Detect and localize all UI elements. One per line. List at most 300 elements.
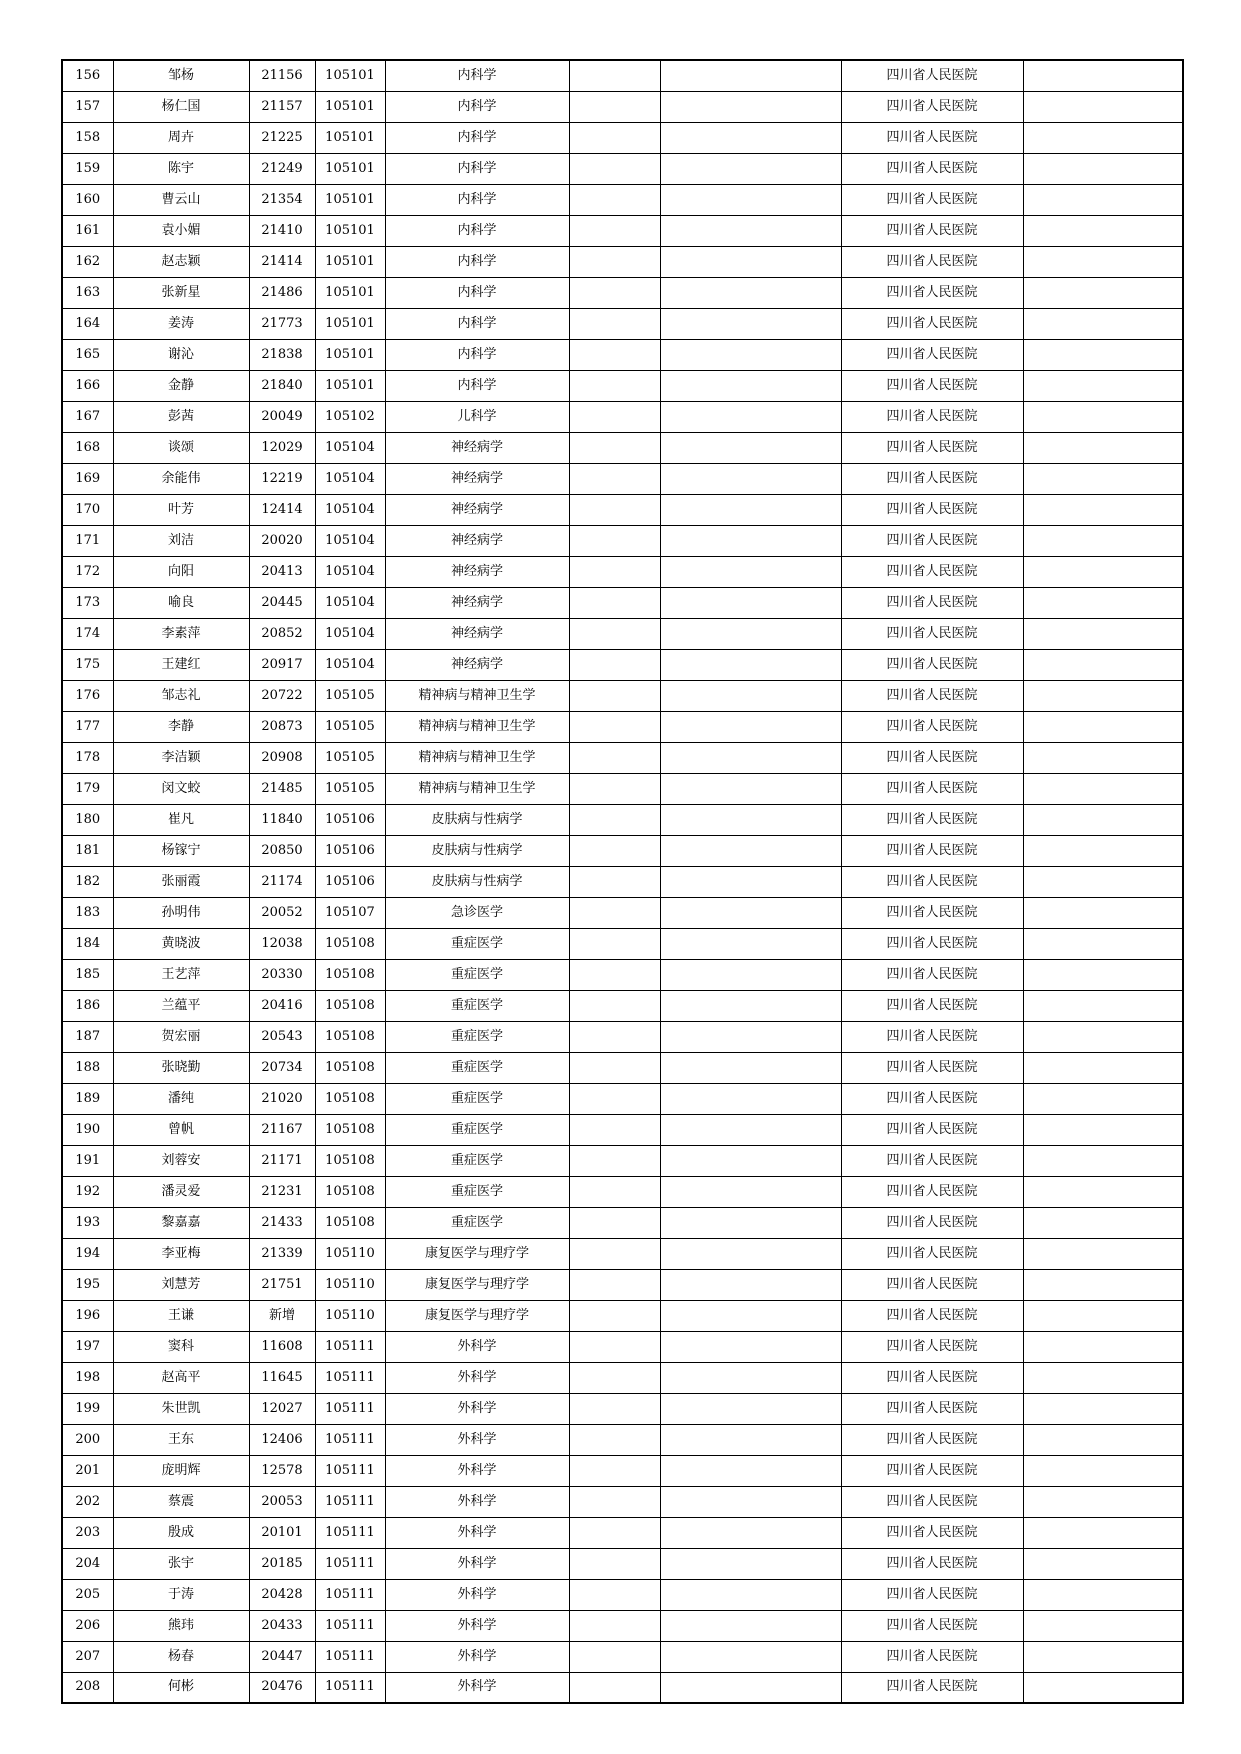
blank-cell-a bbox=[569, 60, 660, 91]
table-row bbox=[62, 525, 1183, 556]
id-cell: 20413 bbox=[249, 556, 315, 587]
name-cell: 窦科 bbox=[113, 1331, 249, 1362]
table-row bbox=[62, 1641, 1183, 1672]
blank-cell-a bbox=[569, 1331, 660, 1362]
unit-cell: 四川省人民医院 bbox=[841, 866, 1023, 897]
blank-cell-b bbox=[660, 1052, 841, 1083]
row-number-cell: 177 bbox=[62, 711, 113, 742]
blank-cell-c bbox=[1023, 1052, 1183, 1083]
blank-cell-a bbox=[569, 990, 660, 1021]
blank-cell-c bbox=[1023, 618, 1183, 649]
major-code-cell: 105105 bbox=[315, 680, 385, 711]
major-code-cell: 105106 bbox=[315, 866, 385, 897]
major-code-cell: 105104 bbox=[315, 432, 385, 463]
blank-cell-a bbox=[569, 1455, 660, 1486]
row-number-cell: 179 bbox=[62, 773, 113, 804]
blank-cell-c bbox=[1023, 1393, 1183, 1424]
blank-cell-b bbox=[660, 1610, 841, 1641]
name-cell: 王谦 bbox=[113, 1300, 249, 1331]
row-number-cell: 187 bbox=[62, 1021, 113, 1052]
name-cell: 赵志颖 bbox=[113, 246, 249, 277]
major-code-cell: 105101 bbox=[315, 184, 385, 215]
unit-cell: 四川省人民医院 bbox=[841, 1238, 1023, 1269]
major-name-cell: 重症医学 bbox=[385, 1176, 569, 1207]
blank-cell-a bbox=[569, 122, 660, 153]
blank-cell-a bbox=[569, 308, 660, 339]
name-cell: 赵高平 bbox=[113, 1362, 249, 1393]
major-name-cell: 急诊医学 bbox=[385, 897, 569, 928]
blank-cell-a bbox=[569, 556, 660, 587]
id-cell: 21174 bbox=[249, 866, 315, 897]
name-cell: 彭茜 bbox=[113, 401, 249, 432]
blank-cell-a bbox=[569, 742, 660, 773]
major-name-cell: 外科学 bbox=[385, 1548, 569, 1579]
name-cell: 王艺萍 bbox=[113, 959, 249, 990]
name-cell: 刘洁 bbox=[113, 525, 249, 556]
blank-cell-c bbox=[1023, 215, 1183, 246]
major-name-cell: 康复医学与理疗学 bbox=[385, 1238, 569, 1269]
blank-cell-b bbox=[660, 835, 841, 866]
table-row bbox=[62, 184, 1183, 215]
id-cell: 20049 bbox=[249, 401, 315, 432]
blank-cell-c bbox=[1023, 1145, 1183, 1176]
blank-cell-b bbox=[660, 432, 841, 463]
major-name-cell: 神经病学 bbox=[385, 556, 569, 587]
id-cell: 21231 bbox=[249, 1176, 315, 1207]
major-code-cell: 105101 bbox=[315, 308, 385, 339]
id-cell: 21167 bbox=[249, 1114, 315, 1145]
name-cell: 姜涛 bbox=[113, 308, 249, 339]
unit-cell: 四川省人民医院 bbox=[841, 1517, 1023, 1548]
blank-cell-c bbox=[1023, 122, 1183, 153]
major-code-cell: 105111 bbox=[315, 1672, 385, 1703]
name-cell: 金静 bbox=[113, 370, 249, 401]
id-cell: 21156 bbox=[249, 60, 315, 91]
row-number-cell: 171 bbox=[62, 525, 113, 556]
blank-cell-c bbox=[1023, 773, 1183, 804]
name-cell: 潘灵爱 bbox=[113, 1176, 249, 1207]
row-number-cell: 182 bbox=[62, 866, 113, 897]
id-cell: 12406 bbox=[249, 1424, 315, 1455]
table-row bbox=[62, 277, 1183, 308]
blank-cell-c bbox=[1023, 91, 1183, 122]
blank-cell-a bbox=[569, 1641, 660, 1672]
major-code-cell: 105101 bbox=[315, 153, 385, 184]
id-cell: 11645 bbox=[249, 1362, 315, 1393]
blank-cell-a bbox=[569, 401, 660, 432]
blank-cell-a bbox=[569, 835, 660, 866]
id-cell: 21225 bbox=[249, 122, 315, 153]
blank-cell-c bbox=[1023, 1486, 1183, 1517]
row-number-cell: 175 bbox=[62, 649, 113, 680]
major-name-cell: 内科学 bbox=[385, 122, 569, 153]
blank-cell-a bbox=[569, 246, 660, 277]
table-row bbox=[62, 1114, 1183, 1145]
id-cell: 21354 bbox=[249, 184, 315, 215]
row-number-cell: 202 bbox=[62, 1486, 113, 1517]
id-cell: 20185 bbox=[249, 1548, 315, 1579]
major-name-cell: 外科学 bbox=[385, 1362, 569, 1393]
unit-cell: 四川省人民医院 bbox=[841, 1052, 1023, 1083]
major-code-cell: 105108 bbox=[315, 1207, 385, 1238]
blank-cell-b bbox=[660, 959, 841, 990]
major-name-cell: 内科学 bbox=[385, 215, 569, 246]
blank-cell-b bbox=[660, 1083, 841, 1114]
table-row bbox=[62, 1424, 1183, 1455]
major-name-cell: 神经病学 bbox=[385, 587, 569, 618]
major-code-cell: 105105 bbox=[315, 773, 385, 804]
id-cell: 20873 bbox=[249, 711, 315, 742]
id-cell: 20020 bbox=[249, 525, 315, 556]
blank-cell-b bbox=[660, 1021, 841, 1052]
id-cell: 20543 bbox=[249, 1021, 315, 1052]
row-number-cell: 195 bbox=[62, 1269, 113, 1300]
table-row bbox=[62, 1176, 1183, 1207]
blank-cell-c bbox=[1023, 525, 1183, 556]
unit-cell: 四川省人民医院 bbox=[841, 711, 1023, 742]
blank-cell-c bbox=[1023, 246, 1183, 277]
name-cell: 向阳 bbox=[113, 556, 249, 587]
major-code-cell: 105104 bbox=[315, 649, 385, 680]
major-name-cell: 内科学 bbox=[385, 370, 569, 401]
major-name-cell: 外科学 bbox=[385, 1486, 569, 1517]
unit-cell: 四川省人民医院 bbox=[841, 91, 1023, 122]
blank-cell-c bbox=[1023, 959, 1183, 990]
blank-cell-a bbox=[569, 866, 660, 897]
row-number-cell: 157 bbox=[62, 91, 113, 122]
major-code-cell: 105101 bbox=[315, 91, 385, 122]
major-code-cell: 105105 bbox=[315, 742, 385, 773]
id-cell: 21410 bbox=[249, 215, 315, 246]
blank-cell-a bbox=[569, 494, 660, 525]
table-row bbox=[62, 990, 1183, 1021]
row-number-cell: 169 bbox=[62, 463, 113, 494]
row-number-cell: 162 bbox=[62, 246, 113, 277]
unit-cell: 四川省人民医院 bbox=[841, 494, 1023, 525]
blank-cell-c bbox=[1023, 277, 1183, 308]
row-number-cell: 186 bbox=[62, 990, 113, 1021]
id-cell: 20053 bbox=[249, 1486, 315, 1517]
unit-cell: 四川省人民医院 bbox=[841, 1672, 1023, 1703]
major-name-cell: 儿科学 bbox=[385, 401, 569, 432]
id-cell: 12029 bbox=[249, 432, 315, 463]
blank-cell-a bbox=[569, 184, 660, 215]
row-number-cell: 184 bbox=[62, 928, 113, 959]
blank-cell-b bbox=[660, 866, 841, 897]
major-code-cell: 105110 bbox=[315, 1238, 385, 1269]
blank-cell-b bbox=[660, 1300, 841, 1331]
name-cell: 贺宏丽 bbox=[113, 1021, 249, 1052]
major-code-cell: 105104 bbox=[315, 463, 385, 494]
unit-cell: 四川省人民医院 bbox=[841, 401, 1023, 432]
roster-body bbox=[62, 60, 1183, 1703]
major-name-cell: 精神病与精神卫生学 bbox=[385, 680, 569, 711]
table-row bbox=[62, 897, 1183, 928]
table-row bbox=[62, 1021, 1183, 1052]
blank-cell-a bbox=[569, 711, 660, 742]
name-cell: 熊玮 bbox=[113, 1610, 249, 1641]
table-row bbox=[62, 649, 1183, 680]
row-number-cell: 206 bbox=[62, 1610, 113, 1641]
major-code-cell: 105111 bbox=[315, 1424, 385, 1455]
blank-cell-c bbox=[1023, 1641, 1183, 1672]
name-cell: 曾帆 bbox=[113, 1114, 249, 1145]
id-cell: 20734 bbox=[249, 1052, 315, 1083]
blank-cell-b bbox=[660, 1145, 841, 1176]
major-code-cell: 105110 bbox=[315, 1300, 385, 1331]
major-code-cell: 105111 bbox=[315, 1486, 385, 1517]
blank-cell-b bbox=[660, 401, 841, 432]
name-cell: 潘纯 bbox=[113, 1083, 249, 1114]
row-number-cell: 189 bbox=[62, 1083, 113, 1114]
major-name-cell: 神经病学 bbox=[385, 525, 569, 556]
blank-cell-b bbox=[660, 1331, 841, 1362]
row-number-cell: 196 bbox=[62, 1300, 113, 1331]
blank-cell-c bbox=[1023, 649, 1183, 680]
blank-cell-a bbox=[569, 804, 660, 835]
table-row bbox=[62, 1145, 1183, 1176]
major-name-cell: 神经病学 bbox=[385, 618, 569, 649]
blank-cell-b bbox=[660, 556, 841, 587]
unit-cell: 四川省人民医院 bbox=[841, 1269, 1023, 1300]
unit-cell: 四川省人民医院 bbox=[841, 215, 1023, 246]
major-name-cell: 重症医学 bbox=[385, 1052, 569, 1083]
major-name-cell: 康复医学与理疗学 bbox=[385, 1300, 569, 1331]
unit-cell: 四川省人民医院 bbox=[841, 1579, 1023, 1610]
id-cell: 20101 bbox=[249, 1517, 315, 1548]
blank-cell-b bbox=[660, 804, 841, 835]
blank-cell-b bbox=[660, 1486, 841, 1517]
table-row bbox=[62, 1083, 1183, 1114]
major-name-cell: 重症医学 bbox=[385, 1207, 569, 1238]
major-name-cell: 重症医学 bbox=[385, 990, 569, 1021]
id-cell: 21433 bbox=[249, 1207, 315, 1238]
blank-cell-a bbox=[569, 1207, 660, 1238]
id-cell: 12414 bbox=[249, 494, 315, 525]
blank-cell-b bbox=[660, 463, 841, 494]
unit-cell: 四川省人民医院 bbox=[841, 246, 1023, 277]
unit-cell: 四川省人民医院 bbox=[841, 587, 1023, 618]
major-code-cell: 105101 bbox=[315, 122, 385, 153]
blank-cell-a bbox=[569, 1269, 660, 1300]
blank-cell-c bbox=[1023, 990, 1183, 1021]
unit-cell: 四川省人民医院 bbox=[841, 649, 1023, 680]
name-cell: 兰蕴平 bbox=[113, 990, 249, 1021]
blank-cell-b bbox=[660, 215, 841, 246]
row-number-cell: 198 bbox=[62, 1362, 113, 1393]
table-row bbox=[62, 928, 1183, 959]
major-code-cell: 105111 bbox=[315, 1641, 385, 1672]
blank-cell-b bbox=[660, 494, 841, 525]
row-number-cell: 166 bbox=[62, 370, 113, 401]
blank-cell-a bbox=[569, 1021, 660, 1052]
name-cell: 殷成 bbox=[113, 1517, 249, 1548]
major-name-cell: 皮肤病与性病学 bbox=[385, 804, 569, 835]
major-code-cell: 105104 bbox=[315, 556, 385, 587]
table-row bbox=[62, 556, 1183, 587]
blank-cell-a bbox=[569, 959, 660, 990]
major-code-cell: 105111 bbox=[315, 1362, 385, 1393]
blank-cell-a bbox=[569, 587, 660, 618]
major-name-cell: 神经病学 bbox=[385, 649, 569, 680]
unit-cell: 四川省人民医院 bbox=[841, 1114, 1023, 1145]
blank-cell-a bbox=[569, 1424, 660, 1455]
blank-cell-b bbox=[660, 60, 841, 91]
blank-cell-c bbox=[1023, 742, 1183, 773]
name-cell: 黎嘉嘉 bbox=[113, 1207, 249, 1238]
table-row bbox=[62, 215, 1183, 246]
blank-cell-c bbox=[1023, 401, 1183, 432]
blank-cell-b bbox=[660, 1176, 841, 1207]
row-number-cell: 183 bbox=[62, 897, 113, 928]
blank-cell-c bbox=[1023, 1238, 1183, 1269]
major-name-cell: 外科学 bbox=[385, 1424, 569, 1455]
major-name-cell: 内科学 bbox=[385, 153, 569, 184]
blank-cell-b bbox=[660, 1114, 841, 1145]
unit-cell: 四川省人民医院 bbox=[841, 370, 1023, 401]
blank-cell-b bbox=[660, 277, 841, 308]
blank-cell-c bbox=[1023, 1021, 1183, 1052]
table-row bbox=[62, 1610, 1183, 1641]
blank-cell-c bbox=[1023, 153, 1183, 184]
table-row bbox=[62, 339, 1183, 370]
name-cell: 杨镓宁 bbox=[113, 835, 249, 866]
id-cell: 20416 bbox=[249, 990, 315, 1021]
blank-cell-b bbox=[660, 122, 841, 153]
name-cell: 黄晓波 bbox=[113, 928, 249, 959]
unit-cell: 四川省人民医院 bbox=[841, 1331, 1023, 1362]
major-name-cell: 外科学 bbox=[385, 1641, 569, 1672]
unit-cell: 四川省人民医院 bbox=[841, 1610, 1023, 1641]
id-cell: 21840 bbox=[249, 370, 315, 401]
major-code-cell: 105108 bbox=[315, 1114, 385, 1145]
blank-cell-a bbox=[569, 370, 660, 401]
table-row bbox=[62, 463, 1183, 494]
major-code-cell: 105111 bbox=[315, 1579, 385, 1610]
blank-cell-b bbox=[660, 184, 841, 215]
blank-cell-a bbox=[569, 153, 660, 184]
row-number-cell: 158 bbox=[62, 122, 113, 153]
blank-cell-b bbox=[660, 1393, 841, 1424]
blank-cell-b bbox=[660, 153, 841, 184]
major-code-cell: 105108 bbox=[315, 959, 385, 990]
major-name-cell: 重症医学 bbox=[385, 1145, 569, 1176]
row-number-cell: 168 bbox=[62, 432, 113, 463]
blank-cell-b bbox=[660, 1238, 841, 1269]
table-row bbox=[62, 1052, 1183, 1083]
table-row bbox=[62, 618, 1183, 649]
blank-cell-b bbox=[660, 773, 841, 804]
blank-cell-c bbox=[1023, 928, 1183, 959]
name-cell: 王建红 bbox=[113, 649, 249, 680]
table-row bbox=[62, 804, 1183, 835]
blank-cell-a bbox=[569, 680, 660, 711]
major-name-cell: 内科学 bbox=[385, 308, 569, 339]
blank-cell-b bbox=[660, 680, 841, 711]
table-row bbox=[62, 153, 1183, 184]
row-number-cell: 190 bbox=[62, 1114, 113, 1145]
id-cell: 20852 bbox=[249, 618, 315, 649]
major-code-cell: 105104 bbox=[315, 525, 385, 556]
unit-cell: 四川省人民医院 bbox=[841, 308, 1023, 339]
blank-cell-a bbox=[569, 1176, 660, 1207]
unit-cell: 四川省人民医院 bbox=[841, 1176, 1023, 1207]
row-number-cell: 173 bbox=[62, 587, 113, 618]
id-cell: 21773 bbox=[249, 308, 315, 339]
unit-cell: 四川省人民医院 bbox=[841, 928, 1023, 959]
blank-cell-a bbox=[569, 1238, 660, 1269]
major-code-cell: 105108 bbox=[315, 1145, 385, 1176]
row-number-cell: 208 bbox=[62, 1672, 113, 1703]
roster-table bbox=[61, 59, 1184, 1704]
blank-cell-c bbox=[1023, 184, 1183, 215]
blank-cell-b bbox=[660, 742, 841, 773]
major-code-cell: 105107 bbox=[315, 897, 385, 928]
table-row bbox=[62, 959, 1183, 990]
blank-cell-b bbox=[660, 711, 841, 742]
major-code-cell: 105111 bbox=[315, 1517, 385, 1548]
row-number-cell: 156 bbox=[62, 60, 113, 91]
table-row bbox=[62, 866, 1183, 897]
major-name-cell: 重症医学 bbox=[385, 928, 569, 959]
blank-cell-c bbox=[1023, 835, 1183, 866]
table-row bbox=[62, 1548, 1183, 1579]
blank-cell-c bbox=[1023, 1610, 1183, 1641]
table-row bbox=[62, 122, 1183, 153]
id-cell: 20850 bbox=[249, 835, 315, 866]
major-name-cell: 内科学 bbox=[385, 60, 569, 91]
major-name-cell: 精神病与精神卫生学 bbox=[385, 773, 569, 804]
name-cell: 李洁颖 bbox=[113, 742, 249, 773]
major-code-cell: 105106 bbox=[315, 804, 385, 835]
table-row bbox=[62, 773, 1183, 804]
unit-cell: 四川省人民医院 bbox=[841, 122, 1023, 153]
id-cell: 21838 bbox=[249, 339, 315, 370]
blank-cell-b bbox=[660, 1641, 841, 1672]
row-number-cell: 203 bbox=[62, 1517, 113, 1548]
table-row bbox=[62, 370, 1183, 401]
row-number-cell: 181 bbox=[62, 835, 113, 866]
major-code-cell: 105101 bbox=[315, 277, 385, 308]
blank-cell-c bbox=[1023, 432, 1183, 463]
row-number-cell: 185 bbox=[62, 959, 113, 990]
major-name-cell: 精神病与精神卫生学 bbox=[385, 742, 569, 773]
blank-cell-c bbox=[1023, 1269, 1183, 1300]
name-cell: 张新星 bbox=[113, 277, 249, 308]
blank-cell-a bbox=[569, 1548, 660, 1579]
major-name-cell: 外科学 bbox=[385, 1455, 569, 1486]
unit-cell: 四川省人民医院 bbox=[841, 463, 1023, 494]
blank-cell-b bbox=[660, 525, 841, 556]
row-number-cell: 174 bbox=[62, 618, 113, 649]
blank-cell-b bbox=[660, 618, 841, 649]
blank-cell-b bbox=[660, 308, 841, 339]
blank-cell-c bbox=[1023, 1207, 1183, 1238]
name-cell: 谢沁 bbox=[113, 339, 249, 370]
major-code-cell: 105108 bbox=[315, 1176, 385, 1207]
name-cell: 崔凡 bbox=[113, 804, 249, 835]
blank-cell-a bbox=[569, 1486, 660, 1517]
table-row bbox=[62, 1486, 1183, 1517]
table-row bbox=[62, 1517, 1183, 1548]
major-name-cell: 内科学 bbox=[385, 184, 569, 215]
table-row bbox=[62, 91, 1183, 122]
table-row bbox=[62, 1207, 1183, 1238]
name-cell: 叶芳 bbox=[113, 494, 249, 525]
id-cell: 21485 bbox=[249, 773, 315, 804]
row-number-cell: 178 bbox=[62, 742, 113, 773]
name-cell: 李静 bbox=[113, 711, 249, 742]
